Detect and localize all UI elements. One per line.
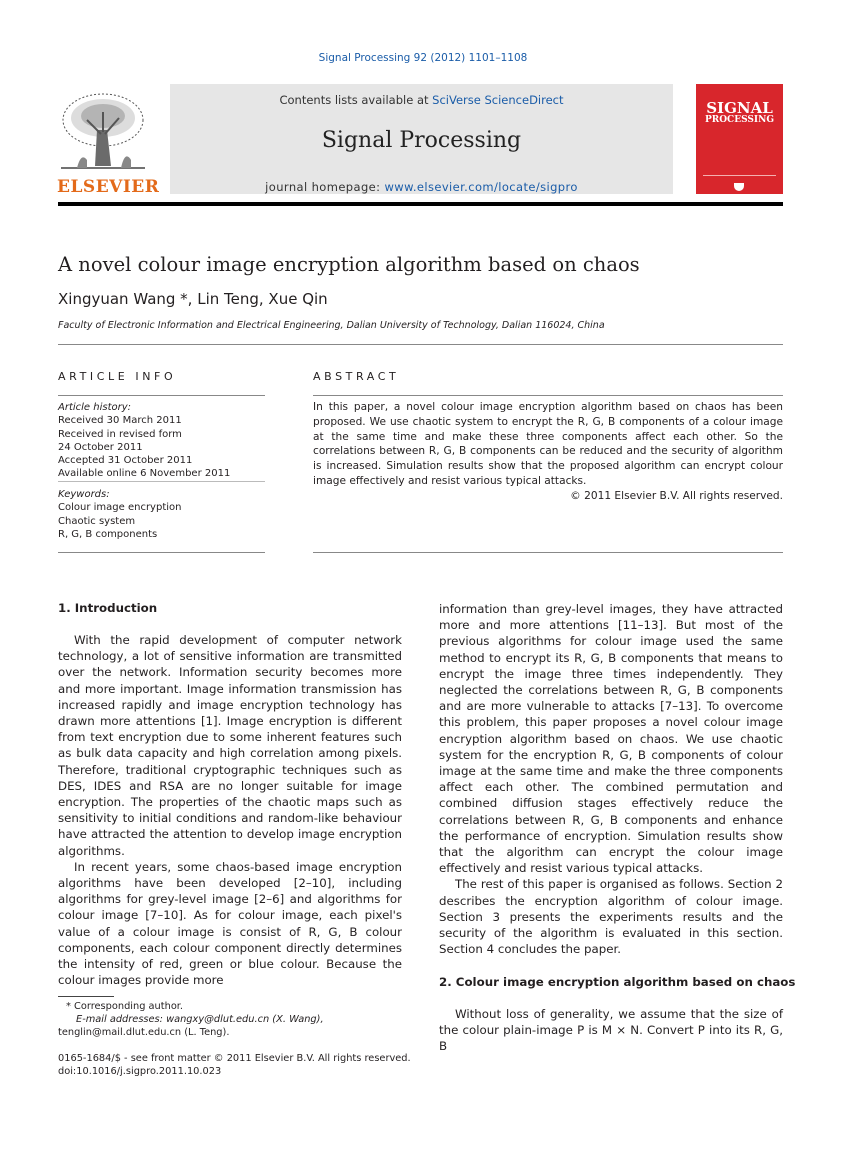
keyword-item: R, G, B components bbox=[58, 528, 158, 540]
paragraph: The rest of this paper is organised as follows. Section 2 describes the encryption algorithm of colour image. Section 3 presents the experiments results and the security of the algorithm is evaluated in this section. Section 4 concludes the paper. bbox=[439, 877, 783, 957]
abstract-heading: ABSTRACT bbox=[313, 370, 400, 383]
section-2-heading: 2. Colour image encryption algorithm based on chaos bbox=[439, 975, 796, 989]
column-1-body bbox=[58, 632, 402, 988]
journal-reference[interactable]: Signal Processing 92 (2012) 1101–1108 bbox=[318, 52, 528, 64]
article-info-rule bbox=[58, 395, 265, 396]
title-rule bbox=[58, 344, 783, 345]
keyword-item: Chaotic system bbox=[58, 515, 136, 527]
cover-rule bbox=[703, 175, 776, 176]
elsevier-tree-logo bbox=[57, 90, 149, 174]
homepage-link[interactable]: www.elsevier.com/locate/sigpro bbox=[384, 180, 578, 194]
abstract-rule bbox=[313, 395, 783, 396]
article-authors: Xingyuan Wang *, Lin Teng, Xue Qin bbox=[58, 290, 328, 308]
homepage-line bbox=[170, 180, 673, 194]
keyword-item: Colour image encryption bbox=[58, 502, 182, 514]
history-item: Received 30 March 2011 bbox=[58, 415, 182, 427]
cover-subtitle: PROCESSING bbox=[704, 115, 775, 125]
abstract-copyright: © 2011 Elsevier B.V. All rights reserved. bbox=[570, 490, 783, 502]
section-1-heading: 1. Introduction bbox=[58, 601, 158, 615]
journal-name: Signal Processing bbox=[321, 128, 522, 153]
paragraph: Without loss of generality, we assume that the size of the colour plain-image P is M × N. Convert P into its R, G, B bbox=[439, 1007, 783, 1054]
elsevier-wordmark: ELSEVIER bbox=[57, 177, 160, 197]
contents-prefix: Contents lists available at bbox=[279, 93, 433, 107]
cover-title: SIGNAL bbox=[706, 99, 773, 117]
history-item: Accepted 31 October 2011 bbox=[58, 455, 193, 467]
issn-line: 0165-1684/$ - see front matter © 2011 Elsevier B.V. All rights reserved. bbox=[58, 1053, 411, 1064]
section-2-body bbox=[439, 1006, 783, 1055]
keywords bbox=[58, 488, 265, 541]
contents-line bbox=[170, 93, 673, 107]
email-addresses-cont[interactable]: tenglin@mail.dlut.edu.cn (L. Teng). bbox=[58, 1027, 230, 1038]
article-info-bottom-rule bbox=[58, 552, 265, 553]
article-history bbox=[58, 401, 265, 481]
paragraph: With the rapid development of computer network technology, a lot of sensitive information are transmitted over the network. Information security becomes more and more important. Image information transmission has increased rapidly and image encryption technology has drawn more attentions [1]. Image encryption is different from text encryption due to some inherent features such as bulk data capacity and high correlation among pixels. Therefore, traditional cryptographic techniques such as DES, IDES and RSA are no longer suitable for image encryption. The properties of the chaotic maps such as sensitivity to initial conditions and random-like behaviour have attracted the attention to develop image encryption algorithms. bbox=[58, 633, 402, 858]
history-item: Received in revised form bbox=[58, 428, 182, 440]
history-rule bbox=[58, 481, 265, 482]
history-item: Available online 6 November 2011 bbox=[58, 468, 231, 480]
footnote-rule bbox=[58, 996, 114, 997]
abstract-text: In this paper, a novel colour image encryption algorithm based on chaos has been proposed. We use chaotic system to encrypt the R, G, B components of a colour image at the same time and make these three components affect each other. So the correlations between R, G, B components can be reduced and the security of algorithm is increased. Simulation results show that the proposed algorithm can encrypt colour image effectively and resist various typical attacks. bbox=[313, 401, 783, 487]
homepage-prefix: journal homepage: bbox=[265, 180, 385, 194]
history-label: Article history: bbox=[58, 402, 132, 413]
article-affiliation: Faculty of Electronic Information and Electrical Engineering, Dalian University of Technology, Dalian 116024, China bbox=[58, 320, 605, 331]
paragraph: In recent years, some chaos-based image encryption algorithms have been developed [2–10], including algorithms for grey-level image [2–6] and algorithms for colour image [7–10]. As for colour image, each pixel's value of a colour image is consist of R, G, B colour components, each colour component directly determines the intensity of red, green or blue colour. Because the colour images provide more bbox=[58, 859, 402, 988]
email-addresses[interactable]: E-mail addresses: wangxy@dlut.edu.cn (X. Wang), bbox=[76, 1014, 324, 1025]
abstract-bottom-rule bbox=[313, 552, 783, 553]
corresponding-author: * Corresponding author. bbox=[66, 1001, 184, 1012]
header-rule bbox=[58, 202, 783, 206]
doi-line[interactable]: doi:10.1016/j.sigpro.2011.10.023 bbox=[58, 1066, 222, 1077]
article-info-heading: ARTICLE INFO bbox=[58, 370, 177, 383]
column-2-body bbox=[439, 601, 783, 957]
sciencedirect-link[interactable]: SciVerse ScienceDirect bbox=[432, 93, 564, 107]
history-item: 24 October 2011 bbox=[58, 441, 143, 453]
article-title: A novel colour image encryption algorithm based on chaos bbox=[58, 253, 640, 276]
keywords-label: Keywords: bbox=[58, 489, 110, 500]
paragraph: information than grey-level images, they have attracted more and more attentions [11–13]. But most of the previous algorithms for colour image used the same method to encrypt its R, G, B components that means to encrypt the image three times independently. They neglected the correlations between R, G, B components and are more vulnerable to attacks [7–13]. To overcome this problem, this paper proposes a novel colour image encryption algorithm based on chaos. We use chaotic system for the encryption R, G, B components of colour image at the same time and make the three components affect each other. The combined permutation and combined diffusion stages effectively reduce the correlations between R, G, B components and enhance the performance of encryption. Simulation results show that the algorithm can encrypt the colour image effectively and resist various typical attacks. bbox=[439, 602, 783, 876]
